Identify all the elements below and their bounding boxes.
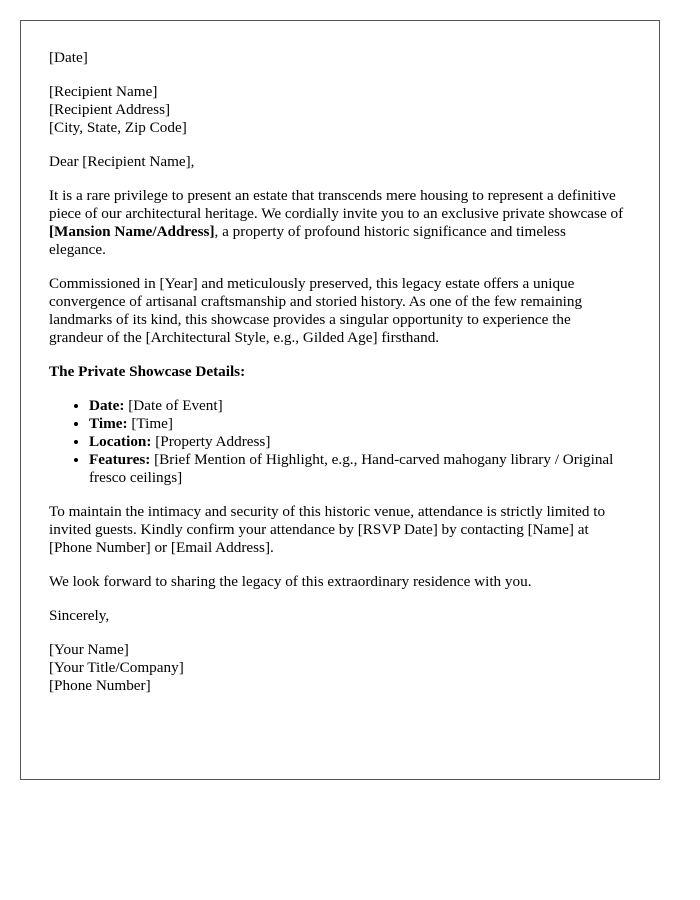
sender-title-company: [Your Title/Company] [49, 659, 184, 676]
closing-salutation: Sincerely, [49, 607, 110, 624]
history-paragraph: Commissioned in [Year] and meticulously preserved, this legacy estate offers a unique convergence of artisanal craftsmanship and storied history. As one of the few remaining landmarks of its kind, this showcase provides a singular opportunity to experience the grandeur of the [Architectural Style, e.g., Gilded Age] firsthand. [49, 275, 583, 346]
closing-paragraph: We look forward to sharing the legacy of this extraordinary residence with you. [49, 573, 532, 590]
date-line [49, 49, 624, 67]
intro-paragraph [49, 187, 624, 259]
details-list [49, 397, 624, 487]
recipient-block [49, 83, 624, 137]
detail-item-date [89, 397, 624, 415]
mansion-name: [Mansion Name/Address] [49, 223, 215, 240]
detail-item-time [89, 415, 624, 433]
signature-block [49, 641, 624, 695]
detail-item-features [89, 451, 624, 487]
detail-label: Location: [89, 433, 152, 450]
detail-value: [Date of Event] [124, 397, 223, 414]
detail-value: [Brief Mention of Highlight, e.g., Hand-carved mahogany library / Original fresco ceilings] [89, 451, 614, 486]
letter-page [20, 20, 660, 780]
recipient-address: [Recipient Address] [49, 101, 171, 118]
detail-value: [Time] [127, 415, 173, 432]
sender-name: [Your Name] [49, 641, 129, 658]
date-text: [Date] [49, 49, 88, 66]
rsvp-paragraph: To maintain the intimacy and security of this historic venue, attendance is strictly limited to invited guests. Kindly confirm your attendance by [RSVP Date] by contacting [Name] at [Phone Number] or [Email Address]. [49, 503, 606, 556]
detail-item-location [89, 433, 624, 451]
letter-body [49, 49, 624, 711]
recipient-name: [Recipient Name] [49, 83, 158, 100]
sender-phone: [Phone Number] [49, 677, 151, 694]
recipient-city-state-zip: [City, State, Zip Code] [49, 119, 187, 136]
detail-value: [Property Address] [151, 433, 271, 450]
detail-label: Time: [89, 415, 128, 432]
detail-label: Date: [89, 397, 125, 414]
intro-text-after: , a property of profound historic significance and timeless elegance. [49, 223, 566, 258]
details-heading: The Private Showcase Details: [49, 363, 246, 380]
salutation: Dear [Recipient Name], [49, 153, 195, 170]
intro-text-before: It is a rare privilege to present an estate that transcends mere housing to represent a definitive piece of our architectural heritage. We cordially invite you to an exclusive private showcase of [49, 187, 624, 222]
detail-label: Features: [89, 451, 151, 468]
